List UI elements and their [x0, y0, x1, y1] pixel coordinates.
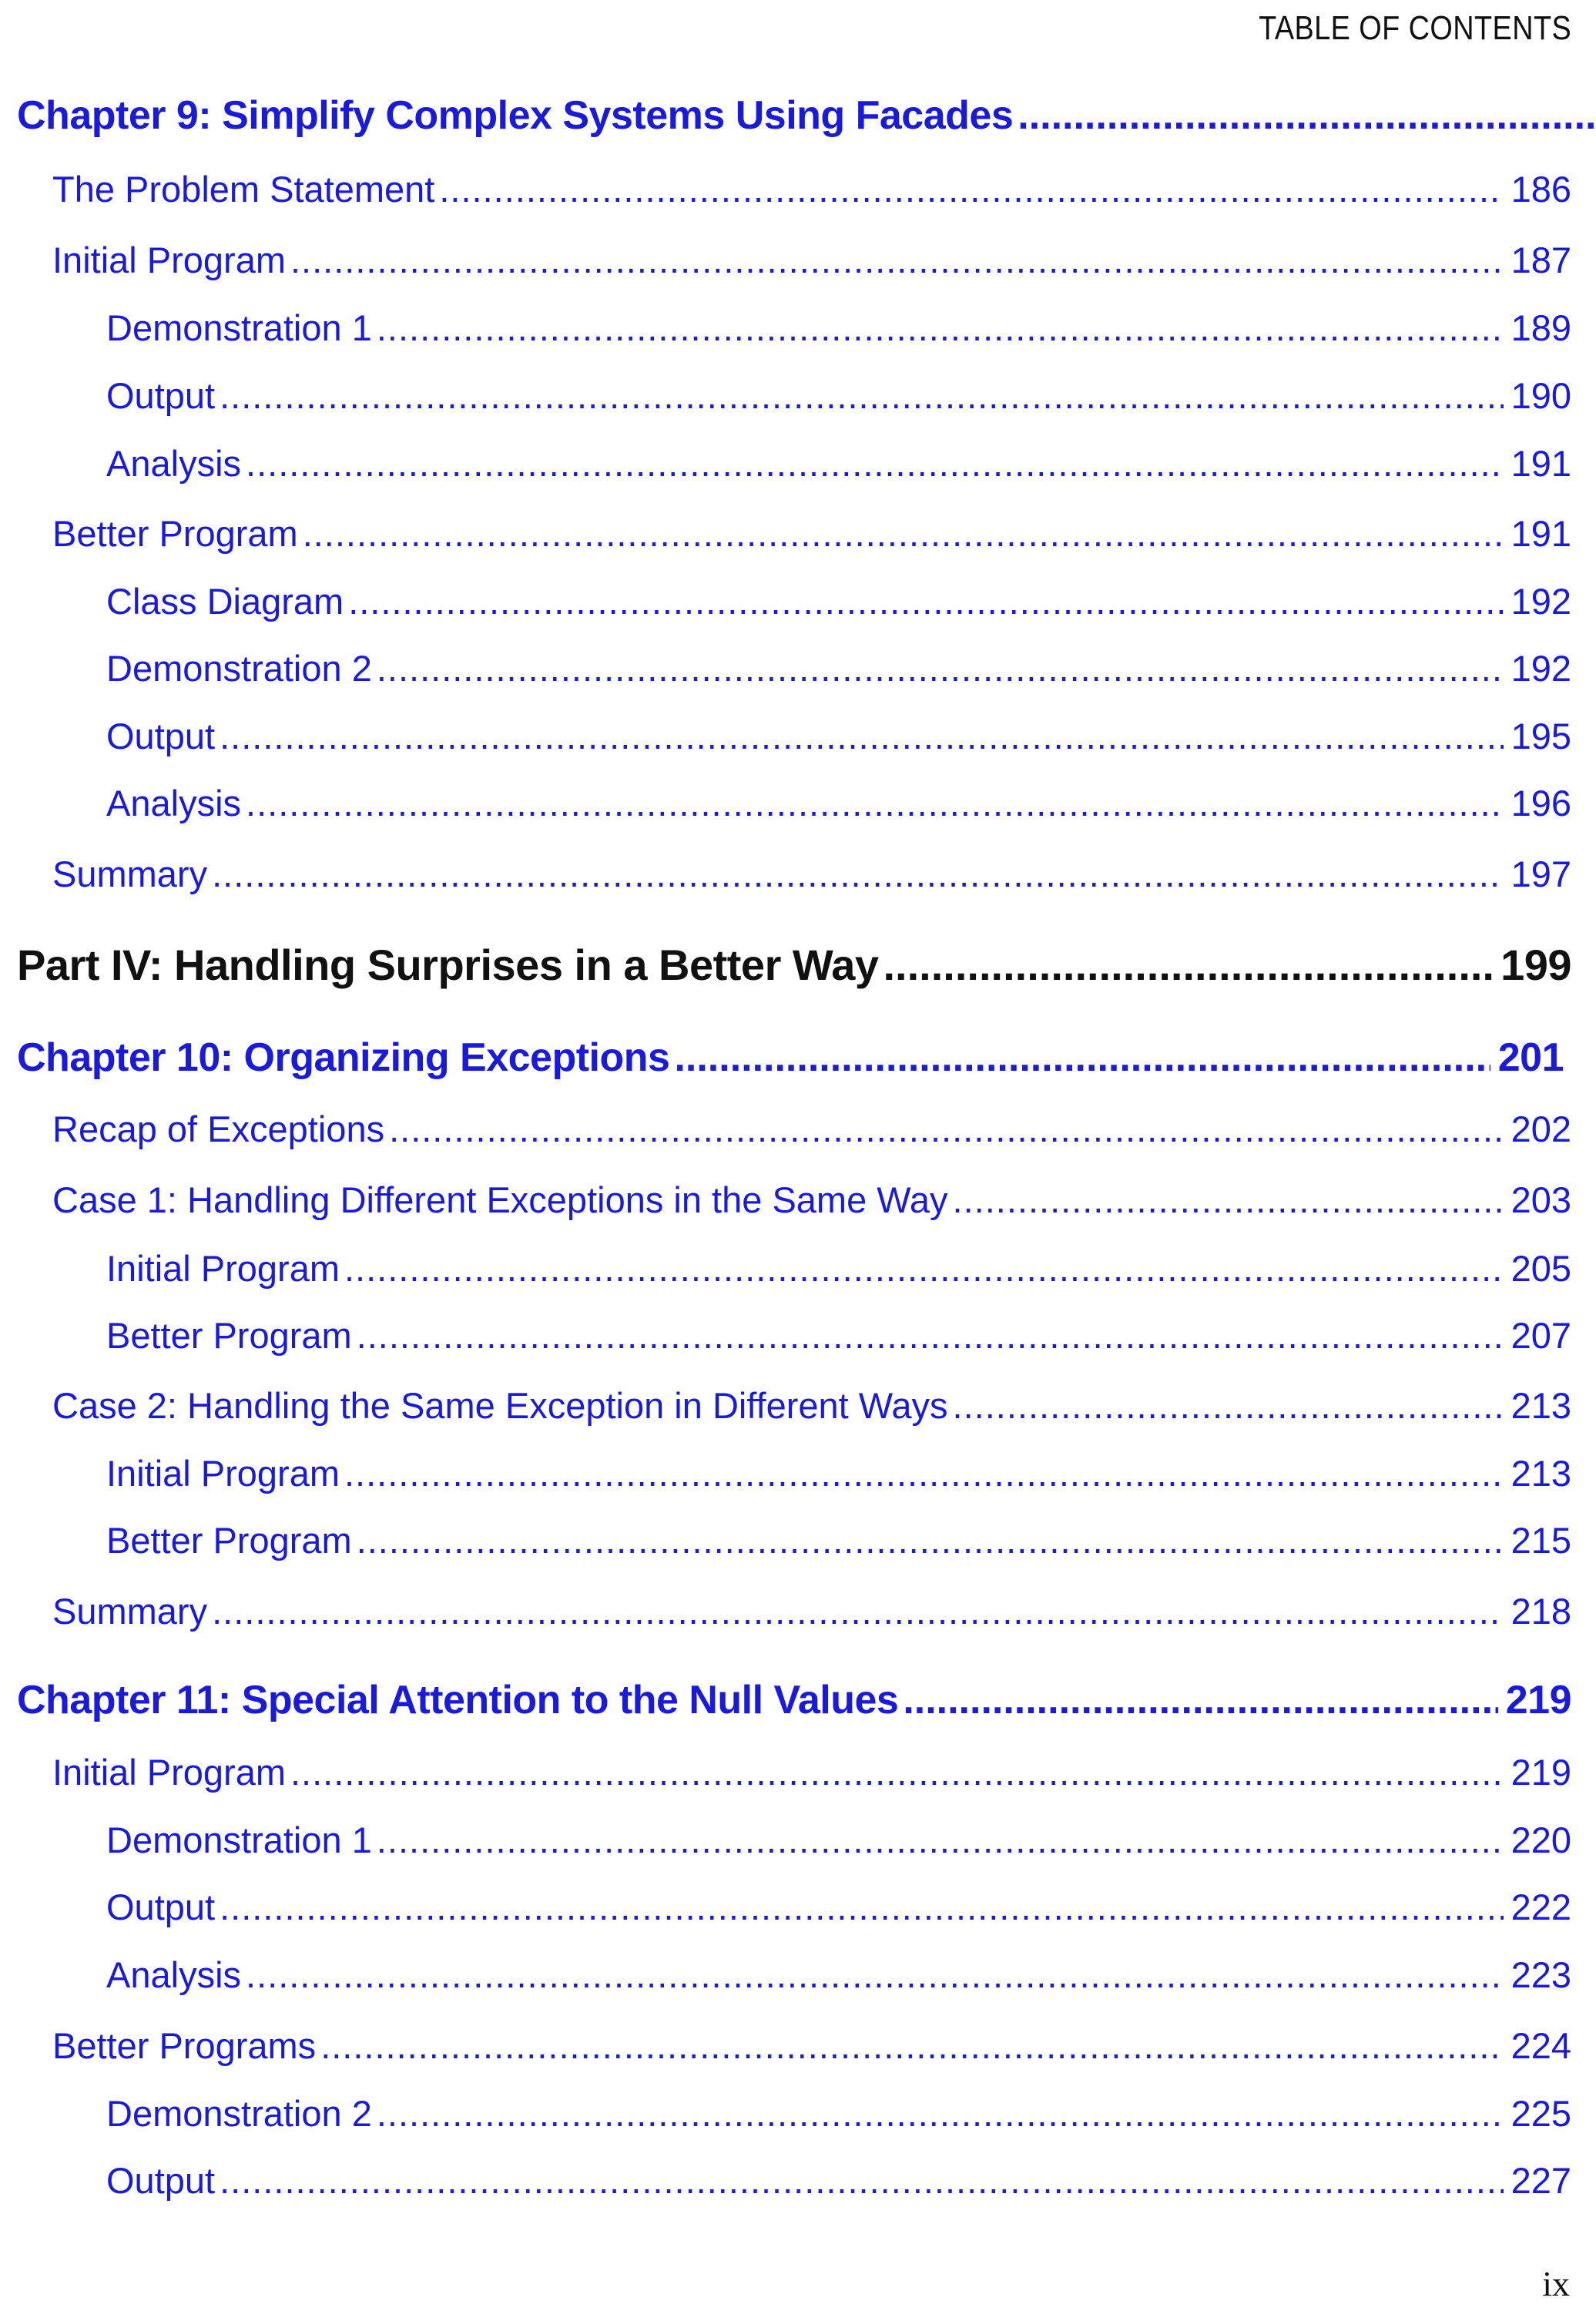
toc-entry-title: Output — [106, 2160, 216, 2201]
toc-entry-page: 191 — [1510, 513, 1571, 554]
toc-entry-title: Analysis — [106, 783, 242, 823]
toc-entry-title: Chapter 9: Simplify Complex Systems Using Facades — [17, 93, 1014, 138]
toc-subsection[interactable] — [106, 1954, 1571, 1996]
toc-subsection[interactable] — [106, 782, 1571, 824]
toc-entry-page: 195 — [1510, 716, 1571, 756]
toc-subsection[interactable] — [106, 1886, 1571, 1928]
dot-leader — [953, 1384, 1504, 1427]
toc-section[interactable] — [52, 1590, 1571, 1632]
dot-leader — [344, 1247, 1504, 1290]
dot-leader — [389, 1108, 1504, 1150]
toc-entry-title: Analysis — [106, 443, 242, 484]
toc-entry-title: Summary — [52, 854, 208, 894]
toc-entry-page: 187 — [1510, 240, 1571, 280]
toc-entry-page: 225 — [1510, 2093, 1571, 2134]
toc-entry-page: 201 — [1497, 1035, 1564, 1080]
toc-section[interactable] — [52, 1384, 1571, 1427]
folio-page-number: ix — [1542, 2264, 1570, 2303]
toc-entry-page: 227 — [1510, 2160, 1571, 2201]
toc-entry-page: 191 — [1510, 443, 1571, 484]
toc-subsection[interactable] — [106, 307, 1571, 349]
toc-entry-page: 218 — [1510, 1591, 1571, 1632]
toc-entry-title: Chapter 11: Special Attention to the Null Values — [17, 1678, 899, 1722]
toc-entry-page: 186 — [1510, 169, 1571, 210]
toc-entry-title: Initial Program — [106, 1453, 340, 1494]
toc-entry-page: 196 — [1510, 783, 1571, 823]
toc-section[interactable] — [52, 2024, 1571, 2067]
toc-entry-title: Better Program — [106, 1520, 352, 1561]
toc-entry-title: Demonstration 1 — [106, 307, 372, 348]
dot-leader — [903, 1677, 1497, 1723]
dot-leader — [439, 168, 1503, 210]
toc-entry-page: 203 — [1510, 1179, 1571, 1220]
toc-entry-page: 199 — [1500, 941, 1571, 989]
toc-entry-page: 219 — [1510, 1752, 1571, 1793]
dot-leader — [220, 715, 1503, 757]
dot-leader — [290, 239, 1504, 281]
dot-leader — [377, 1819, 1504, 1861]
dot-leader — [674, 1035, 1490, 1081]
dot-leader — [303, 512, 1504, 555]
toc-entry-title: Class Diagram — [106, 581, 344, 622]
toc-section[interactable] — [52, 168, 1571, 210]
toc-entry-page: 223 — [1510, 1954, 1571, 1995]
toc-entry-title: Output — [106, 716, 216, 756]
toc-subsection[interactable] — [106, 580, 1571, 622]
dot-leader — [357, 1314, 1504, 1357]
running-head: TABLE OF CONTENTS — [1258, 9, 1571, 47]
dot-leader — [320, 2024, 1503, 2067]
dot-leader — [246, 442, 1504, 485]
toc-subsection[interactable] — [106, 647, 1571, 689]
toc-entry-page: 213 — [1510, 1453, 1571, 1494]
dot-leader — [212, 853, 1503, 895]
toc-subsection[interactable] — [106, 1314, 1571, 1357]
toc-entry-title: Part IV: Handling Surprises in a Better Way — [17, 941, 879, 989]
toc-entry-title: Demonstration 1 — [106, 1820, 372, 1860]
toc-entry-title: Output — [106, 1887, 216, 1927]
toc-entry-page: 213 — [1510, 1385, 1571, 1426]
toc-subsection[interactable] — [106, 2159, 1571, 2202]
dot-leader — [246, 1954, 1504, 1996]
toc-entry-title: Initial Program — [106, 1248, 340, 1289]
dot-leader — [212, 1590, 1503, 1632]
dot-leader — [348, 580, 1503, 622]
toc-entry-title: Demonstration 2 — [106, 2093, 372, 2134]
toc-entry-title: Chapter 10: Organizing Exceptions — [17, 1035, 670, 1080]
toc-entry-page: 192 — [1510, 648, 1571, 689]
toc-entry-page: 190 — [1510, 375, 1571, 416]
toc-subsection[interactable] — [106, 442, 1571, 485]
toc-entry-title: Initial Program — [52, 1752, 286, 1793]
toc-part-iv[interactable] — [17, 940, 1571, 990]
toc-entry-title: Better Program — [106, 1315, 352, 1356]
toc-subsection[interactable] — [106, 1452, 1571, 1494]
toc-subsection[interactable] — [106, 2092, 1571, 2135]
dot-leader — [246, 782, 1504, 824]
toc-entry-page: 222 — [1510, 1887, 1571, 1927]
toc-entry-page: 224 — [1510, 2025, 1571, 2066]
toc-entry-page: 192 — [1510, 581, 1571, 622]
dot-leader — [377, 2092, 1504, 2135]
dot-leader — [884, 940, 1494, 990]
toc-entry-title: The Problem Statement — [52, 169, 435, 210]
toc-section[interactable] — [52, 1751, 1571, 1793]
toc-entry-title: Better Program — [52, 513, 298, 554]
toc-chapter-11[interactable] — [17, 1677, 1571, 1723]
dot-leader — [357, 1519, 1504, 1561]
toc-entry-page: 220 — [1510, 1820, 1571, 1860]
toc-entry-page: 205 — [1510, 1248, 1571, 1289]
toc-entry-title: Recap of Exceptions — [52, 1109, 385, 1149]
toc-entry-title: Case 1: Handling Different Exceptions in the Same Way — [52, 1179, 948, 1220]
dot-leader — [344, 1452, 1504, 1494]
dot-leader — [953, 1179, 1504, 1221]
toc-chapter-9[interactable] — [17, 92, 1596, 139]
toc-section[interactable] — [52, 512, 1571, 555]
toc-entry-title: Demonstration 2 — [106, 648, 372, 689]
toc-section[interactable] — [52, 1179, 1571, 1221]
toc-section[interactable] — [52, 1108, 1571, 1150]
toc-entry-title: Summary — [52, 1591, 208, 1632]
toc-entry-title: Analysis — [106, 1954, 242, 1995]
toc-subsection[interactable] — [106, 1247, 1571, 1290]
dot-leader — [220, 2159, 1503, 2202]
dot-leader — [220, 1886, 1503, 1928]
toc-entry-page: 207 — [1510, 1315, 1571, 1356]
dot-leader — [377, 647, 1504, 689]
toc-entry-title: Better Programs — [52, 2025, 317, 2066]
toc-subsection[interactable] — [106, 1519, 1571, 1561]
toc-entry-title: Output — [106, 375, 216, 416]
toc-chapter-10[interactable] — [17, 1035, 1564, 1081]
toc-subsection[interactable] — [106, 1819, 1571, 1861]
toc-section[interactable] — [52, 853, 1571, 895]
toc-entry-page: 189 — [1510, 307, 1571, 348]
dot-leader — [290, 1751, 1504, 1793]
dot-leader — [1018, 92, 1596, 139]
toc-subsection[interactable] — [106, 374, 1571, 417]
toc-entry-page: 197 — [1510, 854, 1571, 894]
toc-entry-title: Initial Program — [52, 240, 286, 280]
toc-section[interactable] — [52, 239, 1571, 281]
dot-leader — [220, 374, 1503, 417]
dot-leader — [377, 307, 1504, 349]
toc-subsection[interactable] — [106, 715, 1571, 757]
toc-entry-title: Case 2: Handling the Same Exception in Different Ways — [52, 1385, 948, 1426]
toc-entry-page: 219 — [1505, 1678, 1571, 1722]
toc-entry-page: 215 — [1510, 1520, 1571, 1561]
toc-entry-page: 202 — [1510, 1109, 1571, 1149]
